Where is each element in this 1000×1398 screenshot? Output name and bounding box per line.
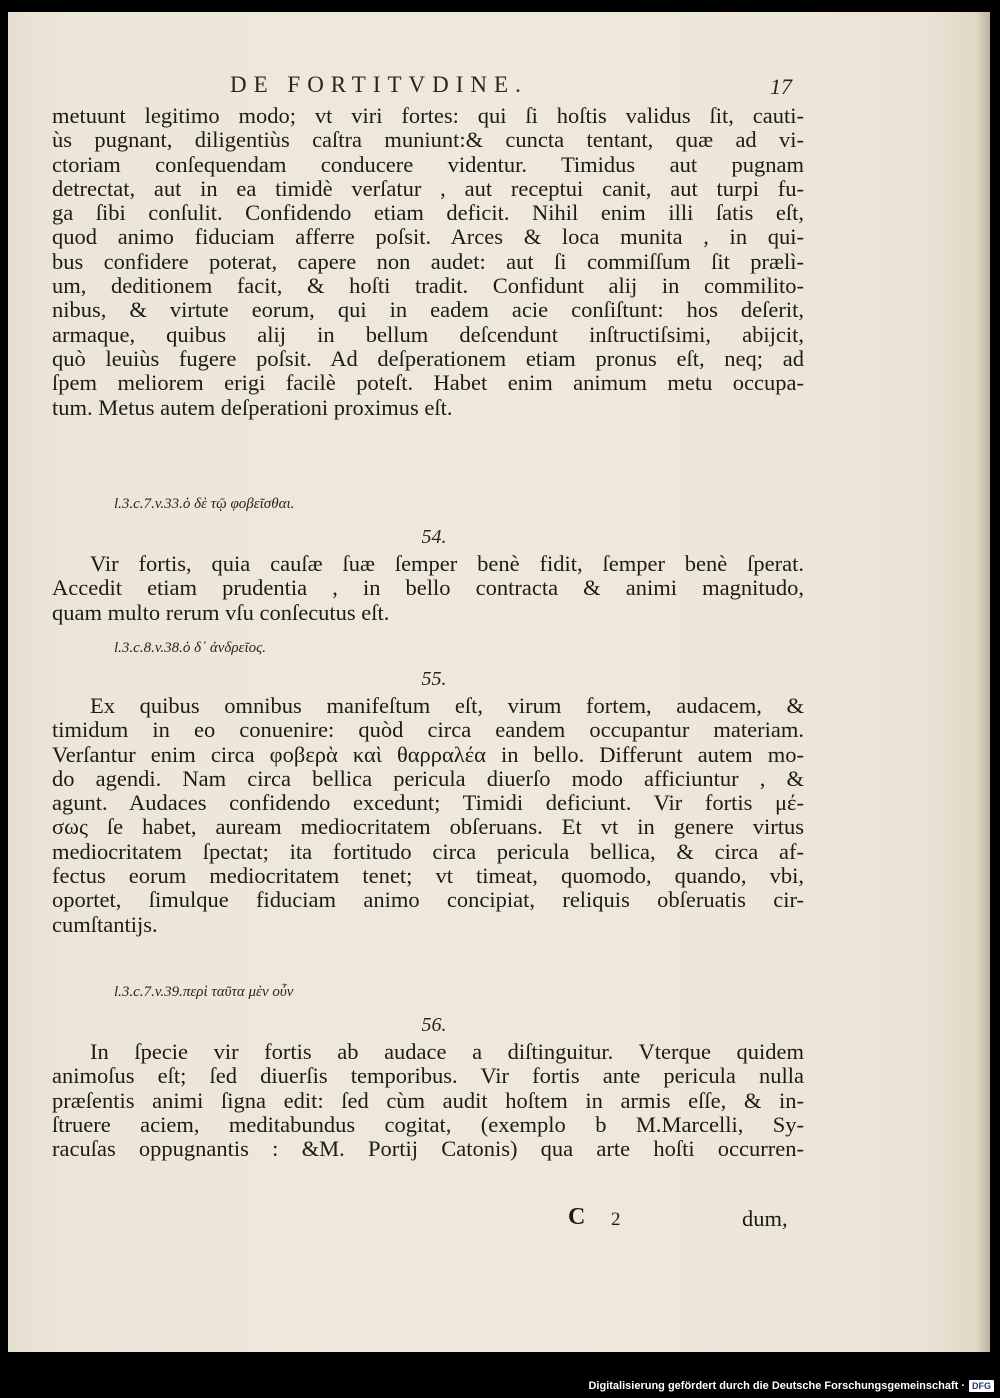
- page-number: 17: [770, 74, 792, 99]
- text-line: quod animo fiduciam afferre poſsit. Arces & loca munita , in qui-: [52, 225, 804, 250]
- text-line: Vir fortis, quia cauſæ ſuæ ſemper benè fidit, ſemper benè ſperat.: [90, 552, 804, 576]
- text-line: tum. Metus autem deſperationi proximus eſt.: [52, 395, 453, 420]
- paragraph-54: [52, 552, 804, 625]
- text-line: fectus eorum mediocritatem tenet; vt timeat, quomodo, quando, vbi,: [52, 864, 804, 889]
- text-line: bus confidere poterat, capere non audet: aut ſi commiſſum ſit prælì-: [52, 249, 804, 274]
- text-line: agunt. Audaces confidendo excedunt; Timidi deficiunt. Vir fortis μέ-: [52, 791, 804, 816]
- marginal-reference: l.3.c.8.v.38.ὁ δ᾽ ἀνδρεῖος.: [114, 640, 266, 656]
- section-number: 54.: [421, 526, 447, 548]
- paragraph-55: [52, 694, 804, 937]
- dfg-logo-icon: DFG: [969, 1380, 994, 1392]
- text-line: nibus, & virtute eorum, qui in eadem acie conſiſtunt: hos deſerit,: [52, 298, 804, 323]
- text-line: mediocritatem ſpectat; ita fortitudo circa pericula bellica, & circa af-: [52, 839, 804, 864]
- paragraph-56: [52, 1040, 804, 1161]
- running-head: DE FORTITVDINE.: [230, 72, 528, 97]
- text-line: Verſantur enim circa φοβερὰ καὶ θαρραλέα in bello. Differunt autem mo-: [52, 742, 804, 767]
- section-number: 56.: [421, 1014, 447, 1036]
- text-line: ſtruere aciem, meditabundus cogitat, (exemplo b M.Marcelli, Sy-: [52, 1112, 804, 1137]
- text-line: quò leuiùs fugere poſsit. Ad deſperationem etiam pronus eſt, neq; ad: [52, 346, 804, 371]
- text-line: armaque, quibus alij in bellum deſcendunt inſtructiſsimi, abijcit,: [52, 322, 804, 347]
- text-line: ctoriam conſequendam conducere videntur. Timidus aut pugnam: [52, 152, 804, 177]
- text-line: um, deditionem facit, & hoſti tradit. Confidunt alij in commilito-: [52, 274, 804, 299]
- text-line: Ex quibus omnibus manifeſtum eſt, virum fortem, audacem, &: [90, 694, 804, 718]
- text-line: animoſus eſt; ſed diuerſis temporibus. Vir fortis ante pericula nulla: [52, 1064, 804, 1089]
- digitization-credit: [588, 1380, 994, 1392]
- text-line: do agendi. Nam circa bellica pericula diuerſo modo afficiuntur , &: [52, 766, 804, 791]
- text-line: Accedit etiam prudentia , in bello contracta & animi magnitudo,: [52, 576, 804, 601]
- text-line: metuunt legitimo modo; vt viri fortes: qui ſi hoſtis validus ſit, cauti-: [52, 104, 804, 128]
- text-line: quam multo rerum vſu conſecutus eſt.: [52, 600, 390, 625]
- text-line: ga ſibi conſulit. Confidendo etiam deficit. Nihil enim illi ſatis eſt,: [52, 201, 804, 226]
- text-line: ſpem meliorem erigi facilè poteſt. Habet enim animum metu occupa-: [52, 371, 804, 396]
- text-line: σως ſe habet, auream mediocritatem obſeruans. Et vt in genere virtus: [52, 815, 804, 840]
- catchword: dum,: [742, 1206, 788, 1231]
- paragraph-53-continuation: [52, 104, 804, 420]
- signature-mark-letter: C: [568, 1204, 586, 1230]
- signature-mark-number: 2: [611, 1209, 621, 1230]
- page-edge-shadow: [976, 12, 990, 1352]
- text-line: oportet, ſimulque fiduciam animo concipiat, reliquis obſeruatis cir-: [52, 888, 804, 913]
- book-page: [8, 12, 990, 1352]
- marginal-reference: l.3.c.7.v.33.ὁ δὲ τῷ φοβεῖσθαι.: [114, 496, 295, 512]
- text-line: ùs pugnant, diligentiùs caſtra muniunt:& cuncta tentant, quæ ad vi-: [52, 128, 804, 153]
- text-line: In ſpecie vir fortis ab audace a diſtinguitur. Vterque quidem: [90, 1040, 804, 1064]
- text-line: detrectat, aut in ea timidè verſatur , aut receptui canit, aut turpi fu-: [52, 176, 804, 201]
- credit-text: Digitalisierung gefördert durch die Deutsche Forschungsgemeinschaft ·: [588, 1380, 965, 1392]
- text-line: racuſas oppugnantis : &M. Portij Catonis) qua arte hoſti occurren-: [52, 1137, 804, 1162]
- text-line: cumſtantijs.: [52, 912, 158, 937]
- section-number: 55.: [421, 668, 447, 690]
- text-line: præſentis animi ſigna edit: ſed cùm audit hoſtem in armis eſſe, & in-: [52, 1088, 804, 1113]
- text-line: timidum in eo conuenire: quòd circa eandem occupantur materiam.: [52, 718, 804, 743]
- marginal-reference: l.3.c.7.v.39.περὶ ταῦτα μὲν οὖν: [114, 984, 294, 1000]
